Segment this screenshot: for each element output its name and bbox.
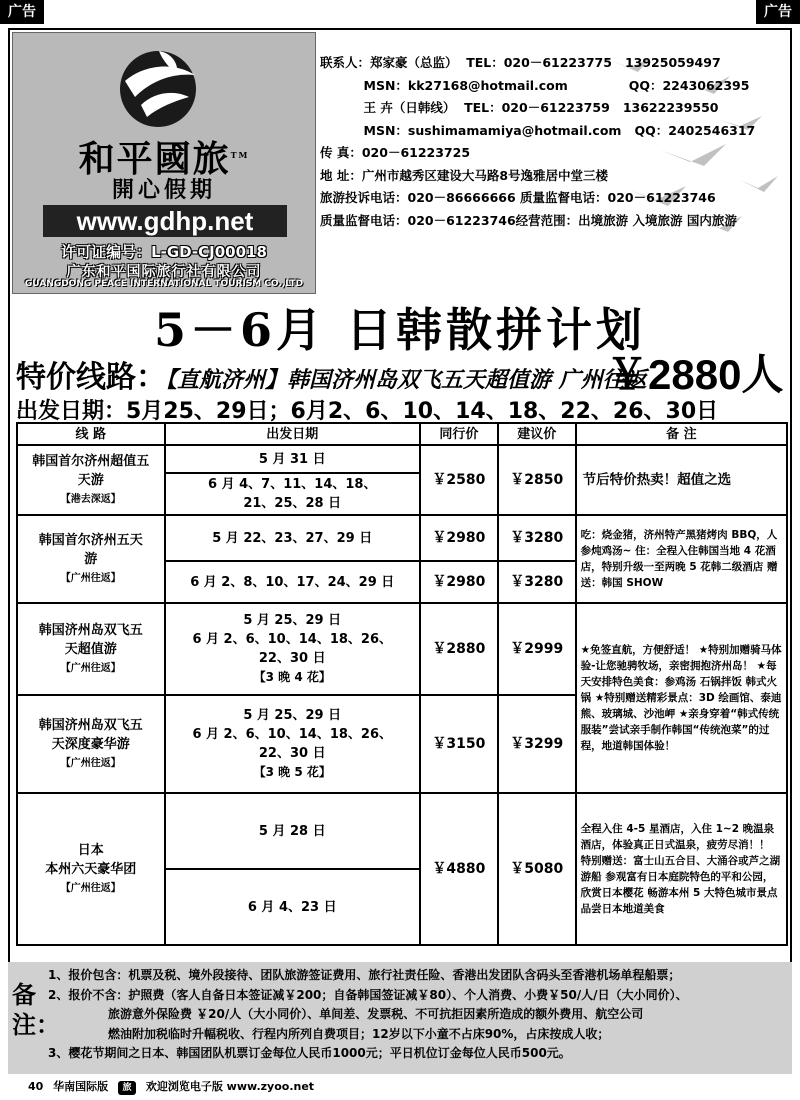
company-name-en: GUANGDONG PEACE INTERNATIONAL TOURISM CO.,LTD (24, 279, 304, 289)
website-link[interactable]: 欢迎浏览电子版 www.zyoo.net (145, 1080, 315, 1093)
publication-badge-icon: 旅 (118, 1081, 136, 1095)
note-cell: ★免签直航，方便舒适！ ★特别加赠骑马体验-让您驰骋牧场，亲密拥抱济州岛！ ★每天安排特色美食：参鸡汤 石锅拌饭 韩式火锅 ★特别赠送精彩景点：3D 绘画馆、泰迪熊、玻璃城、沙池岬 ★亲身穿着“韩式传统服装”尝试亲手制作韩国“传统泡菜”的过程，地道韩国体验！ (576, 603, 787, 793)
suggest-price-cell: ￥3280 (498, 561, 576, 603)
complaint-phone-row: 旅游投诉电话：020－86666666 质量监督电话：020－61223746 (320, 190, 716, 205)
logo-website: www.gdhp.net (43, 205, 287, 237)
contact-row-2: MSN：kk27168@hotmail.com QQ：2243062395 (320, 77, 750, 93)
logo-slogan: 開心假期 (111, 177, 216, 203)
note-line-3: 旅游意外保险费 ￥20/人（大小同价）、单间差、发票税、不可抗拒因素所造成的额外费用、航空公司 (108, 1007, 644, 1021)
route-cell: 韩国首尔济州五天游 【广州往返】 (17, 515, 165, 603)
date-cell: 5 月 25、29 日 6 月 2、6、10、14、18、26、22、30 日 【3 晚 5 花】 (165, 695, 420, 793)
date-cell: 5 月 25、29 日 6 月 2、6、10、14、18、26、22、30 日 【3 晚 4 花】 (165, 603, 420, 695)
suggest-price-cell: ￥3299 (498, 695, 576, 793)
suggest-price-cell: ￥2850 (498, 445, 576, 515)
page-footer (0, 1078, 800, 1095)
contact-info (320, 52, 790, 232)
page-number: 40 (28, 1080, 44, 1093)
note-cell: 吃：烧金猪，济州特产黑猪烤肉 BBQ，人参炖鸡汤~ 住：全程入住韩国当地 4 花酒店，特别升级一至两晚 5 花韩二级酒店 赠送：韩国 SHOW (576, 515, 787, 603)
suggest-price-cell: ￥2999 (498, 603, 576, 695)
note-line-5: 3、樱花节期间之日本、韩国团队机票订金每位人民币1000元；平日机位订金每位人民币500元。 (48, 1046, 571, 1060)
note-cell: 节后特价热卖！超值之选 (576, 445, 787, 515)
contact-row-4: MSN：sushimamamiya@hotmail.com QQ：2402546317 (320, 122, 756, 138)
notes-lines (48, 966, 788, 1064)
ad-tag-left: 广告 (0, 0, 44, 24)
advert-frame (8, 28, 792, 1074)
company-name-cn: 广东和平国际旅行社有限公司 (66, 264, 262, 280)
table-row (17, 793, 787, 869)
contact-row-3: 王 卉（日韩线） TEL：020－61223759 13622239550 (320, 100, 719, 115)
promo-label: 特价线路： (16, 360, 166, 395)
table-row (17, 603, 787, 695)
fax-row: 传 真：020－61223725 (320, 145, 471, 160)
main-headline: 5－6月 日韩散拼计划 (153, 303, 647, 357)
route-cell: 韩国首尔济州超值五天游 【港去深返】 (17, 445, 165, 515)
promo-price: ￥2880人 (606, 351, 784, 398)
note-cell: 全程入住 4-5 星酒店，入住 1~2 晚温泉酒店，体验真正日式温泉，疲劳尽消！！ 特别赠送：富士山五合目、大涌谷或芦之湖游船 参观富有日本庭院特色的平和公园，欣赏日本樱花 畅游本州 5 大特色城市景点 品尝日本地道美食 (576, 793, 787, 945)
company-logo-panel (12, 32, 316, 294)
tour-price-table (16, 422, 788, 946)
promo-route: 【直航济州】韩国济州岛双飞五天超值游 广州往返 (166, 368, 647, 393)
peer-price-cell: ￥2980 (420, 515, 498, 561)
peer-price-cell: ￥2980 (420, 561, 498, 603)
header-notes: 备 注 (576, 423, 787, 445)
date-cell: 6 月 4、23 日 (165, 869, 420, 945)
promo-line (16, 351, 784, 398)
route-cell: 韩国济州岛双飞五天深度豪华游 【广州往返】 (17, 695, 165, 793)
peer-price-cell: ￥2880 (420, 603, 498, 695)
suggest-price-cell: ￥5080 (498, 793, 576, 945)
note-line-4: 燃油附加税临时升幅税收、行程内所列自费项目；12岁以下小童不占床90%，占床按成人收； (108, 1026, 610, 1041)
header-peer-price: 同行价 (420, 423, 498, 445)
note-line-2: 2、报价不含：护照费（客人自备日本签证减￥200；自备韩国签证减￥80）、个人消费、小费￥50/人/日（大小同价）、 (48, 987, 688, 1002)
departure-dates: 出发日期：5月25、29日；6月2、6、10、14、18、22、26、30日 (16, 399, 719, 424)
notes-label: 备注： (12, 980, 60, 1039)
publication-name: 华南国际版 (53, 1080, 109, 1093)
quality-phone-row: 质量监督电话：020－61223746经营范围：出境旅游 入境旅游 国内旅游 (320, 212, 737, 228)
date-cell: 5 月 31 日 (165, 445, 420, 473)
note-line-1: 1、报价包含：机票及税、境外段接待、团队旅游签证费用、旅行社责任险、香港出发团队含码头至香港机场单程船票； (48, 968, 681, 982)
route-cell: 韩国济州岛双飞五天超值游 【广州往返】 (17, 603, 165, 695)
globe-dove-icon (113, 45, 203, 131)
logo-brand-name: 和平國旅™ (78, 138, 250, 180)
peer-price-cell: ￥4880 (420, 793, 498, 945)
peer-price-cell: ￥2580 (420, 445, 498, 515)
header-date: 出发日期 (165, 423, 420, 445)
header-suggest-price: 建议价 (498, 423, 576, 445)
date-cell: 6 月 4、7、11、14、18、21、25、28 日 (165, 473, 420, 515)
ad-tag-right: 广告 (756, 0, 800, 24)
footer-notes (8, 962, 792, 1074)
suggest-price-cell: ￥3280 (498, 515, 576, 561)
peer-price-cell: ￥3150 (420, 695, 498, 793)
contact-row-1: 联系人：郑家豪（总监） TEL：020－61223775 13925059497 (320, 55, 721, 70)
table-row (17, 445, 787, 473)
date-cell: 5 月 22、23、27、29 日 (165, 515, 420, 561)
route-cell: 日本 本州六天豪华团 【广州往返】 (17, 793, 165, 945)
table-row (17, 515, 787, 561)
address-row: 地 址：广州市越秀区建设大马路8号逸雅居中堂三楼 (320, 167, 609, 183)
date-cell: 6 月 2、8、10、17、24、29 日 (165, 561, 420, 603)
license-number: 许可证编号：L-GD-CJ00018 (61, 243, 267, 261)
table-header-row (17, 423, 787, 445)
header-route: 线 路 (17, 423, 165, 445)
date-cell: 5 月 28 日 (165, 793, 420, 869)
